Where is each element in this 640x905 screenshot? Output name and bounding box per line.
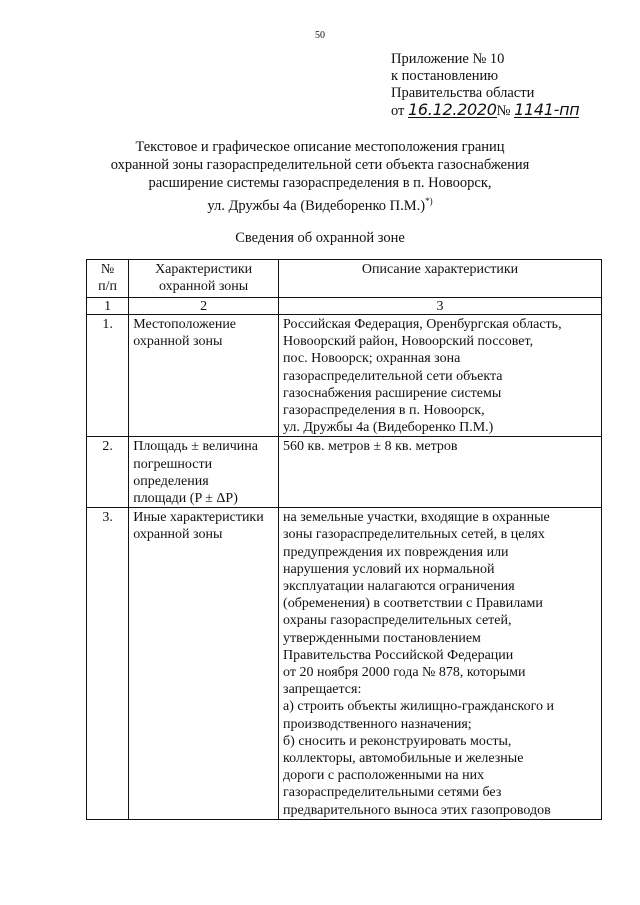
characteristic-line: Иные характеристики [133,510,264,526]
title-line: Текстовое и графическое описание местоположения границ [135,139,505,155]
title-line: расширение системы газораспределения в п. Новоорск, [148,175,492,191]
description-line: газоснабжения расширение системы [283,385,502,401]
characteristic-line: Местоположение [133,317,237,332]
title-line: охранной зоны газораспределительной сети объекта газоснабжения [110,157,530,173]
characteristic-line: охранной зоны [133,527,223,543]
table-row [87,437,602,508]
row-characteristic [129,508,279,820]
header-number-text: № п/п [98,262,118,295]
row-characteristic [129,315,279,437]
header-characteristic-text: Характеристики охранной зоны [155,262,253,295]
annex-government: Правительства области [391,85,535,101]
table-index-row [87,298,602,315]
row-number: 1. [87,315,129,437]
description-line: эксплуатации налагаются ограничения [283,579,515,595]
row-number: 2. [87,437,129,508]
table-header-row [87,260,602,298]
annex-date-line [391,102,579,120]
table-row [87,315,602,437]
index-cell: 3 [279,298,602,315]
annex-from: от [391,103,405,119]
description-line: предупреждения их повреждения или [283,544,509,560]
description-line: охраны газораспределительных сетей, [283,613,512,629]
document-title [60,138,580,215]
description-line: от 20 ноября 2000 года № 878, которыми [283,665,526,681]
characteristic-line: погрешности [133,456,213,472]
annex-no: № [496,103,511,119]
header-description [279,260,602,298]
header-description-text: Описание характеристики [361,262,519,277]
description-line: Новоорский район, Новоорский поссовет, [283,334,534,350]
characteristic-line: Площадь ± величина [133,439,258,455]
annex-date: 16.12.2020 [408,100,497,119]
description-line: а) строить объекты жилищно-гражданского и [283,699,555,715]
description-line: газораспределительной сети объекта [283,368,503,384]
page-number: 50 [315,30,325,41]
footnote-mark: *) [425,196,433,206]
description-line: Российская Федерация, Оренбургская область, [283,317,562,332]
description-line: газораспределения в п. Новоорск, [283,403,485,419]
title-line-text: ул. Дружбы 4а (Видеборенко П.М.) [207,197,426,214]
zone-info-table [86,259,602,820]
description-line: на земельные участки, входящие в охранные [283,510,550,526]
description-line: зоны газораспределительных сетей, в целях [283,527,545,543]
row-description [279,315,602,437]
characteristic-line: площади (P ± ΔP) [133,491,238,507]
index-cell: 2 [129,298,279,315]
description-line: б) сносить и реконструировать мосты, [283,733,512,749]
table-row [87,508,602,820]
index-cell: 1 [87,298,129,315]
title-line [60,192,580,215]
description-line: (обременения) в соответствии с Правилами [283,596,543,612]
description-line: ул. Дружбы 4а (Видеборенко П.М.) [283,420,494,436]
description-line: утвержденными постановлением [283,630,481,646]
annex-resolution: к постановлению [391,68,499,84]
description-line: пос. Новоорск; охранная зона [283,351,461,367]
characteristic-line: определения [133,473,209,489]
annex-header [391,51,579,120]
row-characteristic [129,437,279,508]
header-characteristic [129,260,279,298]
section-heading: Сведения об охранной зоне [235,230,405,246]
annex-title: Приложение № 10 [391,51,505,67]
description-line: газораспределительными сетями без [283,785,502,801]
characteristic-line: охранной зоны [133,334,223,350]
description-line: 560 кв. метров ± 8 кв. метров [283,439,458,455]
row-number: 3. [87,508,129,820]
header-number [87,260,129,298]
description-line: предварительного выноса этих газопроводов [283,802,551,818]
description-line: запрещается: [283,682,362,698]
description-line: производственного назначения; [283,716,472,732]
row-description [279,437,602,508]
annex-number: 1141-пп [514,100,580,119]
description-line: коллекторы, автомобильные и железные [283,751,524,767]
description-line: дороги с расположенными на них [283,768,485,784]
description-line: Правительства Российской Федерации [283,647,514,663]
description-line: нарушения условий их нормальной [283,561,495,577]
row-description [279,508,602,820]
